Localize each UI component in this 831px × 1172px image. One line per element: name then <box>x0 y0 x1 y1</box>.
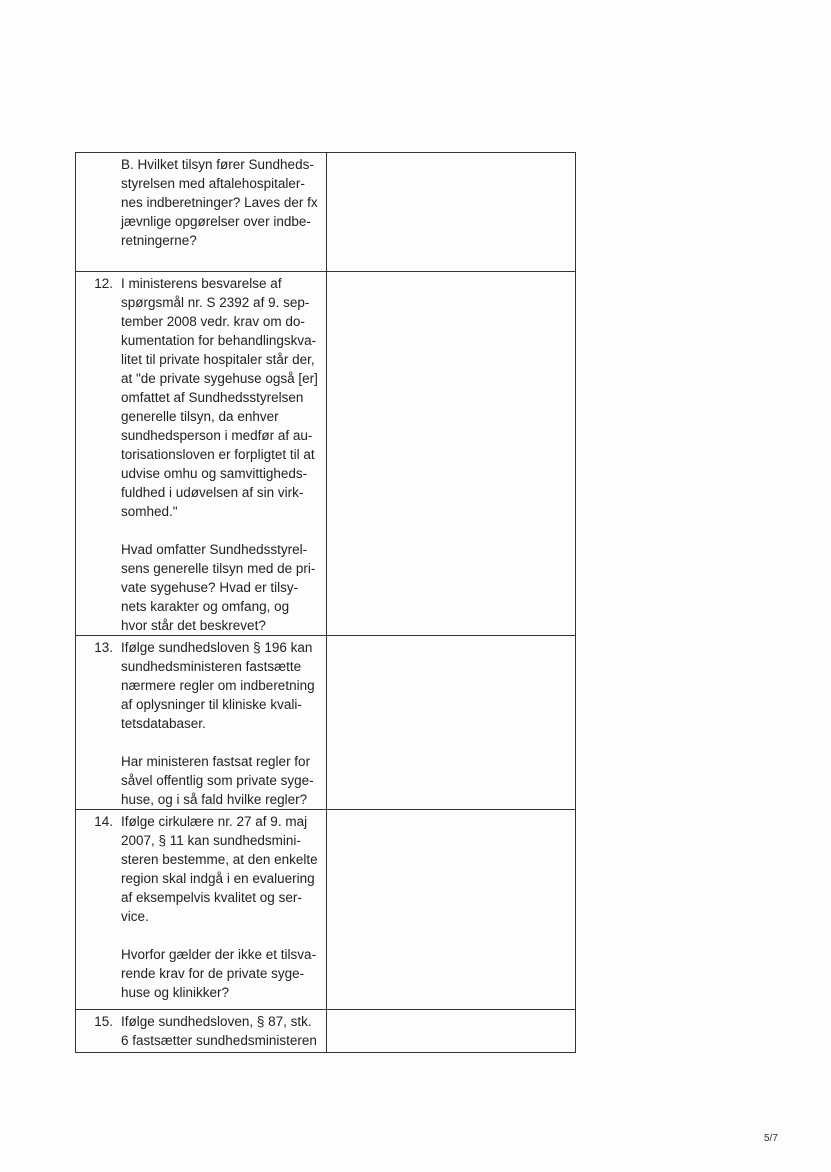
answer-cell <box>327 810 576 1010</box>
table-row <box>76 153 576 272</box>
question-paragraph: Ifølge sundhedsloven, § 87, stk. 6 fastsætter sundhedsministeren <box>121 1014 317 1048</box>
question-paragraph: Ifølge sundhedsloven § 196 kan sundhedsministeren fastsætte nærmere regler om indberetning af oplysninger til kliniske kvali- tetsdatabaser. <box>121 640 315 731</box>
question-text <box>121 810 326 1002</box>
question-cell <box>76 636 327 810</box>
table-row <box>76 272 576 636</box>
answer-cell <box>327 153 576 272</box>
question-paragraph: I ministerens besvarelse af spørgsmål nr. S 2392 af 9. sep- tember 2008 vedr. krav om do- kumentation for behandlingskva- litet til private hospitaler står der, at "de private sygehuse også [er] omfattet af Sundhedsstyrelsen generelle tilsyn, da enhver sundhedsperson i medfør af au- torisationsloven er forpligtet til at udvise omhu og samvittigheds- fuldhed i udøvelsen af sin virk- somhed." <box>121 276 318 519</box>
question-number: 14. <box>94 814 113 829</box>
question-text <box>121 153 326 250</box>
question-paragraph: B. Hvilket tilsyn fører Sundheds- styrelsen med aftalehospitaler- nes indberetninger? Laves der fx jævnlige opgørelser over indbe- retningerne? <box>121 157 318 248</box>
questions-table <box>75 152 576 1053</box>
question-text <box>121 272 326 635</box>
question-cell <box>76 272 327 636</box>
question-cell <box>76 153 327 272</box>
question-paragraph: Har ministeren fastsat regler for såvel offentlig som private syge- huse, og i så fald hvilke regler? <box>121 754 314 807</box>
question-cell <box>76 1010 327 1053</box>
page-number: 5/7 <box>764 1133 778 1144</box>
table-row <box>76 636 576 810</box>
table-row <box>76 810 576 1010</box>
table-row <box>76 1010 576 1053</box>
question-text <box>121 636 326 809</box>
question-number: 12. <box>94 276 113 291</box>
question-paragraph: Hvorfor gælder der ikke et tilsva- rende krav for de private syge- huse og klinikker? <box>121 947 317 1000</box>
answer-cell <box>327 272 576 636</box>
question-number: 13. <box>94 640 113 655</box>
question-number: 15. <box>94 1014 113 1029</box>
question-paragraph: Ifølge cirkulære nr. 27 af 9. maj 2007, § 11 kan sundhedsmini- steren bestemme, at den enkelte region skal indgå i en evaluering af eksempelvis kvalitet og ser- vice. <box>121 814 318 924</box>
question-paragraph: Hvad omfatter Sundhedsstyrel- sens generelle tilsyn med de pri- vate sygehuse? Hvad er tilsy- nets karakter og omfang, og hvor står det beskrevet? <box>121 542 316 633</box>
question-cell <box>76 810 327 1010</box>
question-text <box>121 1010 326 1050</box>
answer-cell <box>327 636 576 810</box>
question-number <box>76 153 113 250</box>
answer-cell <box>327 1010 576 1053</box>
